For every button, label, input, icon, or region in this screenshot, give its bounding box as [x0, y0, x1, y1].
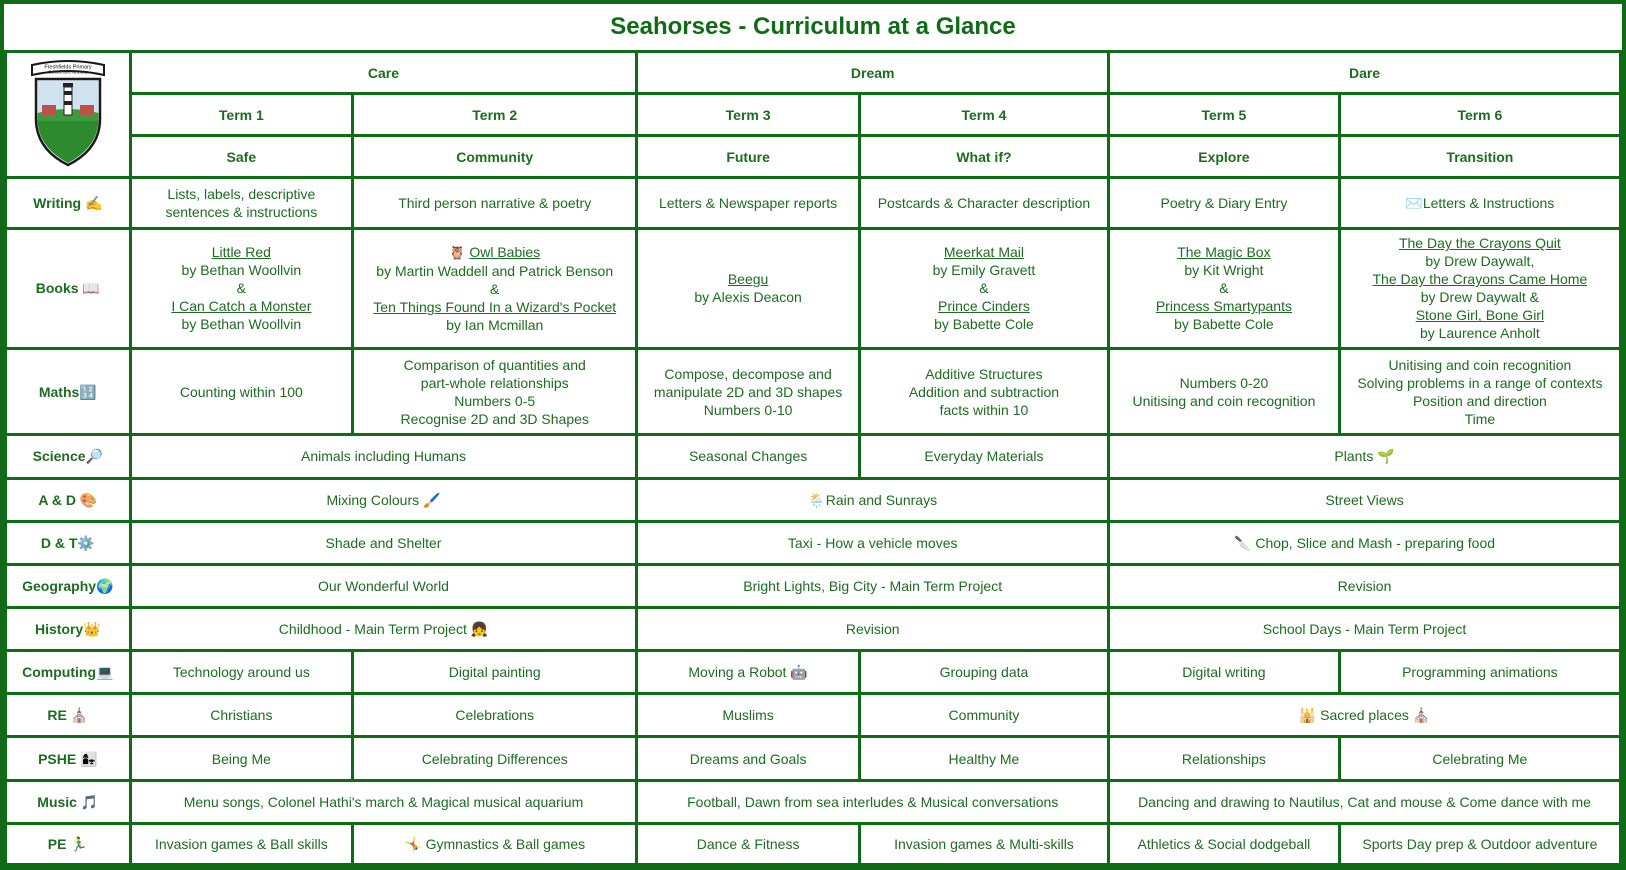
maths-term-4: Additive Structures Addition and subtraction facts within 10	[859, 349, 1108, 435]
music-dare: Dancing and drawing to Nautilus, Cat and mouse & Come dance with me	[1109, 780, 1621, 823]
svg-text:Freshfields Primary: Freshfields Primary	[44, 64, 92, 71]
term-6-topic: Transition	[1339, 136, 1620, 178]
re-term-1: Christians	[130, 694, 352, 737]
books-term-6: The Day the Crayons Quit by Drew Daywalt, The Day the Crayons Came Home by Drew Daywalt & Stone Girl, Bone Girl by Laurence Anholt	[1339, 228, 1620, 348]
book-link-wizards-pocket[interactable]: Ten Things Found In a Wizard's Pocket	[373, 298, 617, 315]
pshe-term-2: Celebrating Differences	[353, 737, 637, 780]
writing-term-5: Poetry & Diary Entry	[1109, 178, 1340, 228]
books-term-4: Meerkat Mail by Emily Gravett & Prince Cinders by Babette Cole	[859, 228, 1108, 348]
book-link-princess-smartypants[interactable]: Princess Smartypants	[1155, 298, 1292, 315]
book-link-stone-girl[interactable]: Stone Girl, Bone Girl	[1415, 307, 1545, 324]
curriculum-table	[4, 50, 1622, 866]
term-1-header: Term 1	[130, 94, 352, 136]
term-3-topic: Future	[637, 136, 859, 178]
computing-term-2: Digital painting	[353, 651, 637, 694]
history-care: Childhood - Main Term Project 👧	[130, 607, 637, 650]
maths-term-1: Counting within 100	[130, 349, 352, 435]
computing-term-3: Moving a Robot 🤖	[637, 651, 859, 694]
pshe-term-4: Healthy Me	[859, 737, 1108, 780]
school-crest-icon	[28, 57, 108, 169]
book-link-magic-box[interactable]: The Magic Box	[1177, 244, 1271, 261]
re-term-3: Muslims	[637, 694, 859, 737]
computing-term-6: Programming animations	[1339, 651, 1620, 694]
book-link-meerkat-mail[interactable]: Meerkat Mail	[943, 244, 1025, 261]
books-term-3: Beegu by Alexis Deacon	[637, 228, 859, 348]
row-label-art: A & D 🎨	[6, 478, 131, 521]
book-link-little-red[interactable]: Little Red	[211, 244, 271, 261]
theme-dare: Dare	[1109, 52, 1621, 94]
row-label-science: Science🔎	[6, 435, 131, 478]
history-dream: Revision	[637, 607, 1109, 650]
term-3-header: Term 3	[637, 94, 859, 136]
pe-term-2: 🤸 Gymnastics & Ball games	[353, 823, 637, 864]
row-label-maths: Maths🔢	[6, 349, 131, 435]
re-dare: 🕌 Sacred places ⛪	[1109, 694, 1621, 737]
writing-term-6: ✉️Letters & Instructions	[1339, 178, 1620, 228]
books-term-2: 🦉 Owl Babies by Martin Waddell and Patrick Benson & Ten Things Found In a Wizard's Pocket by Ian Mcmillan	[353, 228, 637, 348]
term-1-topic: Safe	[130, 136, 352, 178]
music-care: Menu songs, Colonel Hathi's march & Magical musical aquarium	[130, 780, 637, 823]
art-care: Mixing Colours 🖌️	[130, 478, 637, 521]
maths-term-3: Compose, decompose and manipulate 2D and 3D shapes Numbers 0-10	[637, 349, 859, 435]
svg-text:School and Nursery: School and Nursery	[48, 69, 88, 75]
row-label-pshe: PSHE 👩‍👧	[6, 737, 131, 780]
pshe-term-6: Celebrating Me	[1339, 737, 1620, 780]
dt-care: Shade and Shelter	[130, 521, 637, 564]
pshe-term-5: Relationships	[1109, 737, 1340, 780]
history-dare: School Days - Main Term Project	[1109, 607, 1621, 650]
maths-term-6: Unitising and coin recognition Solving problems in a range of contexts Position and direction Time	[1339, 349, 1620, 435]
maths-term-5: Numbers 0-20 Unitising and coin recognition	[1109, 349, 1340, 435]
writing-term-2: Third person narrative & poetry	[353, 178, 637, 228]
row-label-geography: Geography🌍	[6, 564, 131, 607]
term-4-header: Term 4	[859, 94, 1108, 136]
book-link-catch-monster[interactable]: I Can Catch a Monster	[171, 298, 312, 315]
art-dare: Street Views	[1109, 478, 1621, 521]
pe-term-4: Invasion games & Multi-skills	[859, 823, 1108, 864]
term-4-topic: What if?	[859, 136, 1108, 178]
maths-term-2: Comparison of quantities and part-whole relationships Numbers 0-5 Recognise 2D and 3D Shapes	[353, 349, 637, 435]
term-2-header: Term 2	[353, 94, 637, 136]
book-link-beegu[interactable]: Beegu	[727, 271, 769, 288]
theme-care: Care	[130, 52, 637, 94]
art-dream: 🌦️Rain and Sunrays	[637, 478, 1109, 521]
writing-term-4: Postcards & Character description	[859, 178, 1108, 228]
pe-term-3: Dance & Fitness	[637, 823, 859, 864]
dt-dare: 🔪 Chop, Slice and Mash - preparing food	[1109, 521, 1621, 564]
term-5-header: Term 5	[1109, 94, 1340, 136]
pe-term-5: Athletics & Social dodgeball	[1109, 823, 1340, 864]
science-term-3: Seasonal Changes	[637, 435, 859, 478]
science-care: Animals including Humans	[130, 435, 637, 478]
row-label-computing: Computing💻	[6, 651, 131, 694]
term-5-topic: Explore	[1109, 136, 1340, 178]
writing-term-3: Letters & Newspaper reports	[637, 178, 859, 228]
theme-dream: Dream	[637, 52, 1109, 94]
writing-term-1: Lists, labels, descriptive sentences & instructions	[130, 178, 352, 228]
term-2-topic: Community	[353, 136, 637, 178]
pshe-term-3: Dreams and Goals	[637, 737, 859, 780]
row-label-pe: PE 🏃‍♂️	[6, 823, 131, 864]
computing-term-1: Technology around us	[130, 651, 352, 694]
pe-term-6: Sports Day prep & Outdoor adventure	[1339, 823, 1620, 864]
computing-term-5: Digital writing	[1109, 651, 1340, 694]
computing-term-4: Grouping data	[859, 651, 1108, 694]
term-6-header: Term 6	[1339, 94, 1620, 136]
re-term-2: Celebrations	[353, 694, 637, 737]
pe-term-1: Invasion games & Ball skills	[130, 823, 352, 864]
geography-care: Our Wonderful World	[130, 564, 637, 607]
science-term-4: Everyday Materials	[859, 435, 1108, 478]
dt-dream: Taxi - How a vehicle moves	[637, 521, 1109, 564]
row-label-music: Music 🎵	[6, 780, 131, 823]
book-link-crayons-quit[interactable]: The Day the Crayons Quit	[1398, 235, 1561, 252]
pshe-term-1: Being Me	[130, 737, 352, 780]
books-term-1: Little Red by Bethan Woollvin & I Can Catch a Monster by Bethan Woollvin	[130, 228, 352, 348]
books-term-5: The Magic Box by Kit Wright & Princess Smartypants by Babette Cole	[1109, 228, 1340, 348]
science-dare: Plants 🌱	[1109, 435, 1621, 478]
row-label-writing: Writing ✍️	[6, 178, 131, 228]
row-label-books: Books 📖	[6, 228, 131, 348]
book-link-prince-cinders[interactable]: Prince Cinders	[938, 298, 1030, 315]
owl-icon: 🦉	[449, 244, 466, 260]
music-dream: Football, Dawn from sea interludes & Musical conversations	[637, 780, 1109, 823]
book-link-crayons-came-home[interactable]: The Day the Crayons Came Home	[1372, 271, 1588, 288]
row-label-history: History👑	[6, 607, 131, 650]
page-title: Seahorses - Curriculum at a Glance	[4, 4, 1622, 53]
re-term-4: Community	[859, 694, 1108, 737]
school-logo	[6, 52, 131, 178]
geography-dare: Revision	[1109, 564, 1621, 607]
row-label-re: RE ⛪	[6, 694, 131, 737]
row-label-dt: D & T⚙️	[6, 521, 131, 564]
book-link-owl-babies[interactable]: Owl Babies	[469, 243, 541, 260]
geography-dream: Bright Lights, Big City - Main Term Project	[637, 564, 1109, 607]
